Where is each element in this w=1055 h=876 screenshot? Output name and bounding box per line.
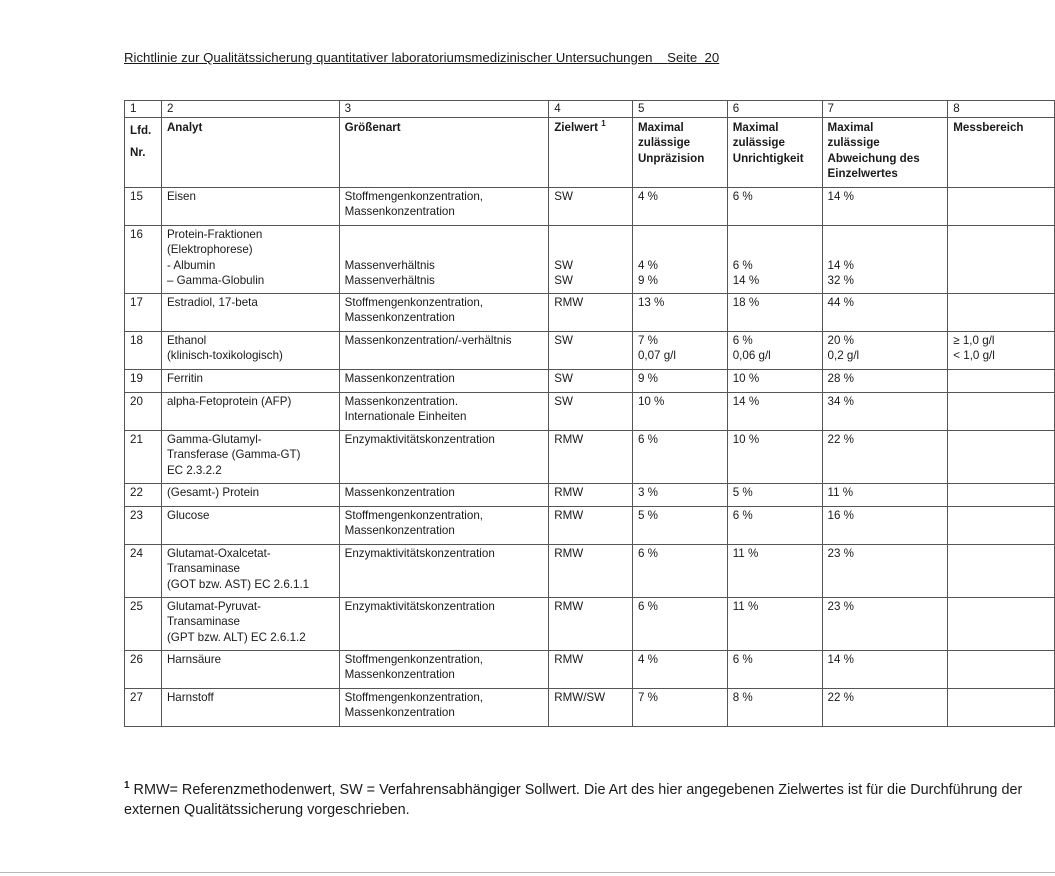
cell-line: - Albumin <box>166 258 216 272</box>
cell-line: 14 % <box>827 652 854 666</box>
cell-line: RMW <box>554 432 584 446</box>
cell-messbereich <box>948 187 1055 225</box>
cell-abweichung <box>822 544 948 597</box>
cell-zielwert <box>549 597 633 650</box>
cell-groessenart <box>339 597 549 650</box>
cell-nr: 27 <box>125 688 162 726</box>
header-groessenart: Größenart <box>339 117 549 187</box>
cell-groessenart <box>339 392 549 430</box>
header-zielwert: Zielwert $^1$ <box>549 117 633 187</box>
cell-nr: 21 <box>125 430 162 483</box>
cell-line: Transaminase <box>166 562 240 576</box>
cell-line: 6 % <box>732 652 753 666</box>
header-page-number: Seite 20 <box>667 50 720 65</box>
cell-nr: 16 <box>125 225 162 293</box>
cell-line: 14 % <box>827 258 854 272</box>
cell-line: SW <box>554 371 573 385</box>
cell-line: Enzymaktivitätskonzentration <box>344 432 495 446</box>
cell-line: 10 % <box>637 394 665 408</box>
cell-groessenart <box>339 187 549 225</box>
cell-abweichung <box>822 597 948 650</box>
cell-zielwert <box>549 225 633 293</box>
cell-line: Massenkonzentration <box>344 205 455 219</box>
cell-line: – Gamma-Globulin <box>166 274 265 288</box>
cell-nr: 23 <box>125 506 162 544</box>
cell-line: SW <box>554 333 573 347</box>
table-row <box>125 392 1055 430</box>
cell-zielwert <box>549 544 633 597</box>
cell-zielwert <box>549 187 633 225</box>
cell-groessenart <box>339 369 549 392</box>
cell-line: (GOT bzw. AST) EC 2.6.1.1 <box>166 577 310 591</box>
cell-zielwert <box>549 369 633 392</box>
cell-line: 11 % <box>827 485 854 499</box>
cell-unrichtigkeit <box>727 331 822 369</box>
cell-line <box>828 242 943 258</box>
cell-line: 7 % <box>637 333 658 347</box>
footnote-marker: 1 <box>601 118 606 128</box>
cell-line <box>345 227 544 243</box>
cell-nr: 20 <box>125 392 162 430</box>
cell-unpraezision <box>632 293 727 331</box>
cell-line: Harnstoff <box>166 690 214 704</box>
cell-messbereich <box>948 369 1055 392</box>
cell-analyt <box>161 293 339 331</box>
cell-unrichtigkeit <box>727 650 822 688</box>
cell-nr: 17 <box>125 293 162 331</box>
cell-line: 11 % <box>732 599 759 613</box>
cell-line: Massenverhältnis <box>344 258 435 272</box>
cell-line: 6 % <box>637 599 658 613</box>
header-unrichtigkeit: Maximal zulässige Unrichtigkeit <box>727 117 822 187</box>
cell-line: Massenkonzentration. <box>344 394 459 408</box>
cell-line: (Gesamt-) Protein <box>166 485 260 499</box>
header-unpraezision: Maximal zulässige Unpräzision <box>632 117 727 187</box>
cell-unpraezision <box>632 688 727 726</box>
cell-line <box>554 242 627 258</box>
cell-zielwert <box>549 430 633 483</box>
cell-abweichung <box>822 506 948 544</box>
cell-unrichtigkeit <box>727 369 822 392</box>
cell-line: 44 % <box>827 295 854 309</box>
cell-groessenart <box>339 225 549 293</box>
cell-line: Massenkonzentration <box>344 524 455 538</box>
cell-line: 4 % <box>637 189 658 203</box>
cell-line: Stoffmengenkonzentration, <box>344 652 483 666</box>
cell-messbereich <box>948 483 1055 506</box>
cell-line: (GPT bzw. ALT) EC 2.6.1.2 <box>166 630 306 644</box>
cell-line: 5 % <box>637 508 658 522</box>
cell-unpraezision <box>632 506 727 544</box>
column-number: 7 <box>822 101 948 118</box>
cell-line: 23 % <box>827 599 854 613</box>
cell-line: Stoffmengenkonzentration, <box>344 295 483 309</box>
header-lfd-nr: Lfd. Nr. <box>125 117 162 187</box>
page-edge-divider <box>0 872 1055 873</box>
cell-unpraezision <box>632 650 727 688</box>
cell-zielwert <box>549 506 633 544</box>
cell-unrichtigkeit <box>727 392 822 430</box>
cell-groessenart <box>339 430 549 483</box>
cell-line: 8 % <box>732 690 753 704</box>
cell-line: 7 % <box>637 690 658 704</box>
requirements-table <box>124 100 1055 727</box>
cell-unpraezision <box>632 392 727 430</box>
cell-line: 6 % <box>732 258 753 272</box>
cell-line: Massenverhältnis <box>344 274 435 288</box>
cell-line: Transferase (Gamma-GT) <box>166 448 301 462</box>
page-header <box>124 50 719 65</box>
cell-line: 9 % <box>637 274 658 288</box>
cell-abweichung <box>822 483 948 506</box>
cell-line: Transaminase <box>166 615 240 629</box>
cell-line <box>638 227 722 243</box>
column-number: 6 <box>727 101 822 118</box>
cell-nr: 18 <box>125 331 162 369</box>
column-number: 2 <box>161 101 339 118</box>
cell-abweichung <box>822 650 948 688</box>
cell-zielwert <box>549 331 633 369</box>
footnote <box>124 780 1039 820</box>
cell-unrichtigkeit <box>727 544 822 597</box>
cell-groessenart <box>339 293 549 331</box>
cell-messbereich <box>948 506 1055 544</box>
table-row <box>125 430 1055 483</box>
cell-analyt <box>161 688 339 726</box>
cell-line: EC 2.3.2.2 <box>166 463 222 477</box>
table-row <box>125 650 1055 688</box>
cell-line: 9 % <box>637 371 658 385</box>
cell-messbereich <box>948 293 1055 331</box>
cell-abweichung <box>822 225 948 293</box>
cell-zielwert <box>549 650 633 688</box>
cell-messbereich <box>948 430 1055 483</box>
cell-groessenart <box>339 688 549 726</box>
cell-unpraezision <box>632 544 727 597</box>
cell-messbereich <box>948 225 1055 293</box>
column-number: 8 <box>948 101 1055 118</box>
cell-analyt <box>161 392 339 430</box>
cell-line: Glutamat-Pyruvat- <box>166 599 262 613</box>
cell-unrichtigkeit <box>727 187 822 225</box>
cell-analyt <box>161 430 339 483</box>
header-messbereich: Messbereich <box>948 117 1055 187</box>
cell-line: alpha-Fetoprotein (AFP) <box>166 394 292 408</box>
cell-nr: 19 <box>125 369 162 392</box>
cell-analyt <box>161 506 339 544</box>
cell-line: 3 % <box>637 485 658 499</box>
cell-unrichtigkeit <box>727 293 822 331</box>
cell-line: Massenkonzentration <box>344 371 455 385</box>
cell-line: RMW <box>554 295 584 309</box>
cell-line: SW <box>554 189 573 203</box>
table-row <box>125 483 1055 506</box>
cell-analyt <box>161 650 339 688</box>
cell-line: 22 % <box>827 690 854 704</box>
table-row <box>125 688 1055 726</box>
cell-line <box>554 227 627 243</box>
table-row <box>125 225 1055 293</box>
column-number: 4 <box>549 101 633 118</box>
cell-line: 6 % <box>732 189 753 203</box>
cell-messbereich <box>948 650 1055 688</box>
cell-line: Ethanol <box>166 333 207 347</box>
column-number: 5 <box>632 101 727 118</box>
cell-messbereich <box>948 597 1055 650</box>
cell-line <box>828 227 943 243</box>
cell-line: 0,07 g/l <box>637 349 676 363</box>
cell-unpraezision <box>632 225 727 293</box>
cell-unpraezision <box>632 187 727 225</box>
cell-line: (klinisch-toxikologisch) <box>166 349 283 363</box>
cell-unrichtigkeit <box>727 430 822 483</box>
cell-analyt <box>161 544 339 597</box>
cell-messbereich <box>948 331 1055 369</box>
cell-line: Massenkonzentration <box>344 668 455 682</box>
cell-analyt <box>161 225 339 293</box>
cell-line: Ferritin <box>166 371 204 385</box>
footnote-text: RMW= Referenzmethodenwert, SW = Verfahrensabhängiger Sollwert. Die Art des hier angegebenen Zielwertes ist für die Durchführung der externen Qualitätssicherung vorgeschrieben. <box>124 782 1023 818</box>
cell-line: 18 % <box>732 295 760 309</box>
table-row <box>125 597 1055 650</box>
cell-line: 32 % <box>827 274 854 288</box>
cell-line: Massenkonzentration <box>344 485 455 499</box>
cell-line: Massenkonzentration <box>344 311 455 325</box>
cell-line: 16 % <box>827 508 854 522</box>
cell-line: 22 % <box>827 432 854 446</box>
cell-line: 4 % <box>637 652 658 666</box>
header-analyt: Analyt <box>161 117 339 187</box>
cell-line: Glutamat-Oxalcetat- <box>166 546 271 560</box>
cell-zielwert <box>549 293 633 331</box>
cell-groessenart <box>339 483 549 506</box>
cell-messbereich <box>948 392 1055 430</box>
column-number: 3 <box>339 101 549 118</box>
cell-line <box>638 242 722 258</box>
table-row <box>125 544 1055 597</box>
cell-line: SW <box>554 258 573 272</box>
cell-unpraezision <box>632 369 727 392</box>
cell-line: RMW <box>554 485 584 499</box>
cell-line: Massenkonzentration <box>344 706 455 720</box>
cell-line: 14 % <box>827 189 854 203</box>
cell-line: 0,06 g/l <box>732 349 771 363</box>
cell-line: 23 % <box>827 546 854 560</box>
cell-abweichung <box>822 293 948 331</box>
cell-line: RMW <box>554 599 584 613</box>
cell-line: ≥ 1,0 g/l <box>953 333 995 347</box>
cell-groessenart <box>339 544 549 597</box>
cell-line: RMW <box>554 652 584 666</box>
cell-line: 6 % <box>637 432 658 446</box>
cell-unpraezision <box>632 483 727 506</box>
cell-nr: 26 <box>125 650 162 688</box>
cell-abweichung <box>822 187 948 225</box>
cell-line: Glucose <box>166 508 210 522</box>
cell-line: SW <box>554 274 573 288</box>
cell-abweichung <box>822 392 948 430</box>
column-number: 1 <box>125 101 162 118</box>
cell-line: 20 % <box>827 333 854 347</box>
cell-line: Stoffmengenkonzentration, <box>344 508 483 522</box>
cell-line: 14 % <box>732 274 760 288</box>
cell-unpraezision <box>632 430 727 483</box>
cell-groessenart <box>339 650 549 688</box>
cell-unrichtigkeit <box>727 483 822 506</box>
cell-zielwert <box>549 392 633 430</box>
cell-line: Eisen <box>166 189 196 203</box>
table-row <box>125 331 1055 369</box>
cell-line: Stoffmengenkonzentration, <box>344 690 483 704</box>
cell-abweichung <box>822 688 948 726</box>
cell-unpraezision <box>632 597 727 650</box>
cell-line <box>733 242 817 258</box>
cell-line: 6 % <box>637 546 658 560</box>
cell-unrichtigkeit <box>727 506 822 544</box>
table-row <box>125 187 1055 225</box>
cell-line: Protein-Fraktionen <box>166 227 263 241</box>
cell-analyt <box>161 483 339 506</box>
cell-line: 28 % <box>827 371 854 385</box>
cell-line: 13 % <box>637 295 665 309</box>
cell-unrichtigkeit <box>727 688 822 726</box>
cell-line: RMW/SW <box>554 690 606 704</box>
cell-zielwert <box>549 688 633 726</box>
header-row <box>125 117 1055 187</box>
cell-line: RMW <box>554 508 584 522</box>
cell-line: Enzymaktivitätskonzentration <box>344 599 495 613</box>
cell-groessenart <box>339 506 549 544</box>
cell-zielwert <box>549 483 633 506</box>
cell-line: 10 % <box>732 432 760 446</box>
cell-unrichtigkeit <box>727 225 822 293</box>
cell-line: 6 % <box>732 333 753 347</box>
cell-messbereich <box>948 688 1055 726</box>
cell-analyt <box>161 369 339 392</box>
cell-line <box>733 227 817 243</box>
cell-nr: 22 <box>125 483 162 506</box>
cell-abweichung <box>822 331 948 369</box>
cell-line: 6 % <box>732 508 753 522</box>
cell-line: 0,2 g/l <box>827 349 860 363</box>
cell-line: 5 % <box>732 485 753 499</box>
cell-line <box>345 242 544 258</box>
cell-nr: 25 <box>125 597 162 650</box>
cell-unpraezision <box>632 331 727 369</box>
cell-line: SW <box>554 394 573 408</box>
cell-nr: 15 <box>125 187 162 225</box>
cell-groessenart <box>339 331 549 369</box>
cell-line: Internationale Einheiten <box>344 410 467 424</box>
header-abweichung: Maximal zulässige Abweichung des Einzelwertes <box>822 117 948 187</box>
cell-line: RMW <box>554 546 584 560</box>
cell-line: Harnsäure <box>166 652 222 666</box>
footnote-marker: 1 <box>124 780 130 792</box>
cell-analyt <box>161 597 339 650</box>
cell-line: 10 % <box>732 371 760 385</box>
cell-nr: 24 <box>125 544 162 597</box>
cell-line: (Elektrophorese) <box>166 243 253 257</box>
cell-line: 14 % <box>732 394 760 408</box>
cell-line: Massenkonzentration/-verhältnis <box>344 333 512 347</box>
table-row <box>125 369 1055 392</box>
table-row <box>125 506 1055 544</box>
cell-line: Enzymaktivitätskonzentration <box>344 546 495 560</box>
cell-unrichtigkeit <box>727 597 822 650</box>
table-row <box>125 293 1055 331</box>
column-number-row <box>125 101 1055 118</box>
cell-line: 4 % <box>637 258 658 272</box>
cell-abweichung <box>822 430 948 483</box>
header-title: Richtlinie zur Qualitätssicherung quantitativer laboratoriumsmedizinischer Untersuchungen <box>124 50 653 65</box>
cell-line: 34 % <box>827 394 854 408</box>
cell-line: < 1,0 g/l <box>953 349 995 363</box>
cell-analyt <box>161 331 339 369</box>
cell-line: Stoffmengenkonzentration, <box>344 189 483 203</box>
cell-line: Estradiol, 17-beta <box>166 295 258 309</box>
cell-line: Gamma-Glutamyl- <box>166 432 262 446</box>
cell-analyt <box>161 187 339 225</box>
cell-messbereich <box>948 544 1055 597</box>
cell-abweichung <box>822 369 948 392</box>
cell-line: 11 % <box>732 546 759 560</box>
